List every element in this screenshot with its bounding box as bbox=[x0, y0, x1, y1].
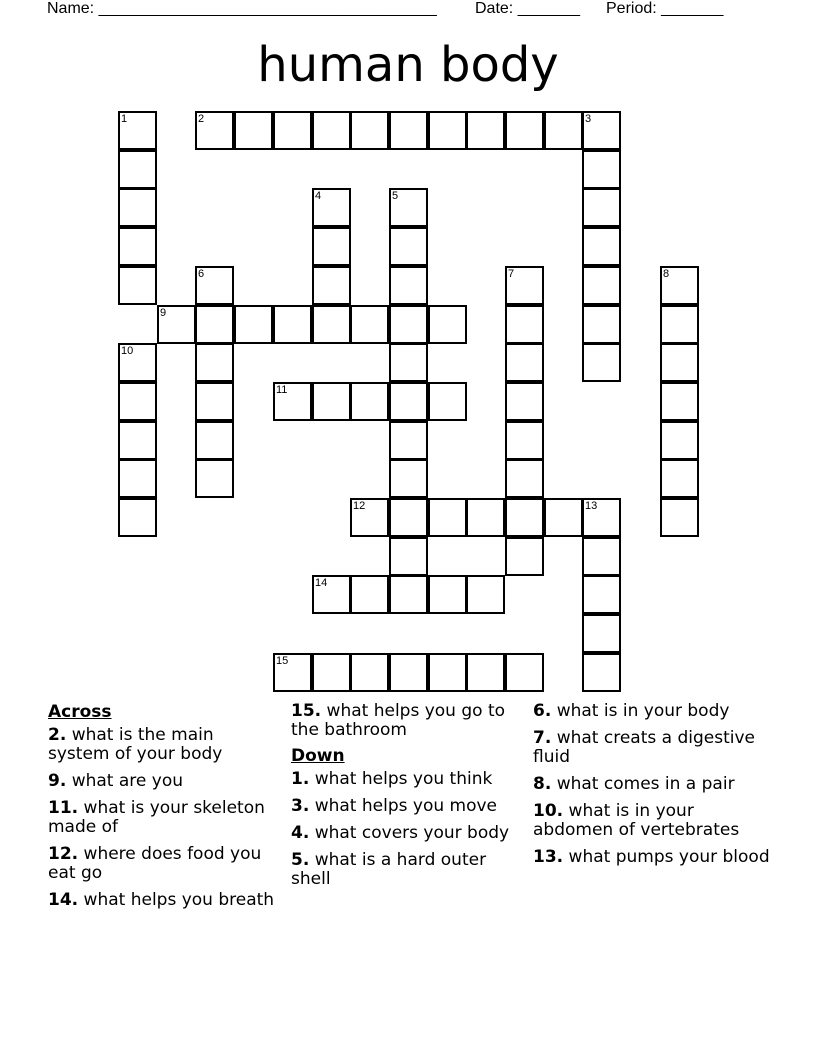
crossword-cell[interactable] bbox=[195, 382, 234, 421]
crossword-cell[interactable] bbox=[350, 382, 389, 421]
crossword-cell[interactable] bbox=[505, 111, 544, 150]
period-field-label: Period: _______ bbox=[606, 0, 724, 17]
crossword-cell[interactable] bbox=[544, 111, 583, 150]
down-heading: Down bbox=[291, 746, 345, 766]
clue-down-13: 13. what pumps your blood bbox=[533, 847, 770, 867]
clue-down-10: 10. what is in your abdomen of vertebrates bbox=[533, 801, 740, 840]
crossword-cell[interactable] bbox=[389, 653, 428, 692]
crossword-cell[interactable] bbox=[234, 111, 273, 150]
clue-across-14: 14. what helps you breath bbox=[48, 890, 275, 910]
crossword-cell[interactable] bbox=[350, 653, 389, 692]
clue-across-9: 9. what are you bbox=[48, 771, 184, 791]
clue-number: 4 bbox=[315, 190, 322, 202]
crossword-cell[interactable] bbox=[195, 266, 234, 305]
clue-number: 2 bbox=[198, 113, 205, 125]
crossword-cell[interactable] bbox=[273, 305, 312, 344]
crossword-cell[interactable] bbox=[389, 305, 428, 344]
crossword-cell[interactable] bbox=[466, 575, 505, 614]
crossword-cell[interactable] bbox=[118, 459, 157, 498]
date-field-label: Date: _______ bbox=[475, 0, 580, 17]
crossword-cell[interactable] bbox=[505, 382, 544, 421]
crossword-cell[interactable] bbox=[505, 343, 544, 382]
crossword-cell[interactable] bbox=[582, 111, 621, 150]
crossword-cell[interactable] bbox=[505, 305, 544, 344]
crossword-cell[interactable] bbox=[505, 498, 544, 537]
crossword-cell[interactable] bbox=[466, 653, 505, 692]
clue-down-3: 3. what helps you move bbox=[291, 796, 498, 816]
page-title: human body bbox=[257, 37, 559, 93]
crossword-cell[interactable] bbox=[234, 305, 273, 344]
crossword-cell[interactable] bbox=[312, 382, 351, 421]
crossword-cell[interactable] bbox=[350, 575, 389, 614]
crossword-cell[interactable] bbox=[312, 653, 351, 692]
crossword-cell[interactable] bbox=[505, 537, 544, 576]
crossword-cell[interactable] bbox=[312, 266, 351, 305]
clue-down-4: 4. what covers your body bbox=[291, 823, 510, 843]
crossword-cell[interactable] bbox=[582, 498, 621, 537]
crossword-cell[interactable] bbox=[466, 498, 505, 537]
crossword-cell[interactable] bbox=[195, 343, 234, 382]
crossword-cell[interactable] bbox=[582, 150, 621, 189]
clue-number: 9 bbox=[160, 307, 167, 319]
crossword-cell[interactable] bbox=[505, 459, 544, 498]
clue-number: 15 bbox=[276, 655, 289, 667]
across-heading: Across bbox=[48, 702, 112, 722]
crossword-cell[interactable] bbox=[660, 305, 699, 344]
crossword-cell[interactable] bbox=[350, 305, 389, 344]
crossword-cell[interactable] bbox=[428, 382, 467, 421]
crossword-cell[interactable] bbox=[660, 382, 699, 421]
clue-down-6: 6. what is in your body bbox=[533, 701, 730, 721]
crossword-cell[interactable] bbox=[273, 382, 312, 421]
crossword-cell[interactable] bbox=[195, 421, 234, 460]
crossword-cell[interactable] bbox=[118, 111, 157, 150]
crossword-cell[interactable] bbox=[660, 266, 699, 305]
crossword-cell[interactable] bbox=[157, 305, 196, 344]
clue-number: 5 bbox=[392, 190, 399, 202]
crossword-cell[interactable] bbox=[428, 111, 467, 150]
crossword-cell[interactable] bbox=[389, 537, 428, 576]
crossword-cell[interactable] bbox=[582, 343, 621, 382]
crossword-cell[interactable] bbox=[582, 305, 621, 344]
clue-column-1 bbox=[48, 702, 280, 918]
clue-number: 1 bbox=[121, 113, 128, 125]
crossword-cell[interactable] bbox=[389, 111, 428, 150]
crossword-cell[interactable] bbox=[350, 111, 389, 150]
crossword-cell[interactable] bbox=[582, 614, 621, 653]
crossword-cell[interactable] bbox=[118, 382, 157, 421]
clue-column-2 bbox=[291, 702, 523, 897]
name-field-label: Name: ______________________________________ bbox=[47, 0, 437, 17]
crossword-cell[interactable] bbox=[428, 498, 467, 537]
crossword-cell[interactable] bbox=[582, 188, 621, 227]
crossword-cell[interactable] bbox=[312, 305, 351, 344]
clue-down-7: 7. what creats a digestive fluid bbox=[533, 728, 755, 767]
crossword-cell[interactable] bbox=[312, 111, 351, 150]
crossword-cell[interactable] bbox=[118, 150, 157, 189]
crossword-cell[interactable] bbox=[582, 227, 621, 266]
clue-across-15: 15. what helps you go to the bathroom bbox=[291, 701, 506, 740]
clue-number: 12 bbox=[353, 500, 366, 512]
crossword-cell[interactable] bbox=[389, 266, 428, 305]
clue-number: 7 bbox=[508, 268, 515, 280]
crossword-cell[interactable] bbox=[195, 305, 234, 344]
crossword-cell[interactable] bbox=[466, 111, 505, 150]
clue-across-11: 11. what is your skeleton made of bbox=[48, 798, 265, 837]
crossword-cell[interactable] bbox=[312, 575, 351, 614]
crossword-cell[interactable] bbox=[118, 266, 157, 305]
crossword-cell[interactable] bbox=[660, 421, 699, 460]
clue-across-2: 2. what is the main system of your body bbox=[48, 725, 223, 764]
crossword-cell[interactable] bbox=[582, 653, 621, 692]
crossword-cell[interactable] bbox=[312, 188, 351, 227]
clue-number: 6 bbox=[198, 268, 205, 280]
clue-down-1: 1. what helps you think bbox=[291, 769, 493, 789]
crossword-cell[interactable] bbox=[195, 111, 234, 150]
clue-number: 13 bbox=[585, 500, 598, 512]
crossword-cell[interactable] bbox=[273, 653, 312, 692]
clue-number: 3 bbox=[585, 113, 592, 125]
clue-number: 8 bbox=[663, 268, 670, 280]
clue-down-8: 8. what comes in a pair bbox=[533, 774, 735, 794]
crossword-cell[interactable] bbox=[350, 498, 389, 537]
crossword-cell[interactable] bbox=[195, 459, 234, 498]
crossword-cell[interactable] bbox=[660, 498, 699, 537]
crossword-cell[interactable] bbox=[389, 421, 428, 460]
crossword-cell[interactable] bbox=[118, 227, 157, 266]
crossword-cell[interactable] bbox=[389, 575, 428, 614]
clue-number: 11 bbox=[276, 384, 288, 396]
crossword-cell[interactable] bbox=[118, 498, 157, 537]
crossword-cell[interactable] bbox=[273, 111, 312, 150]
crossword-cell[interactable] bbox=[389, 382, 428, 421]
clue-across-12: 12. where does food you eat go bbox=[48, 844, 262, 883]
crossword-cell[interactable] bbox=[428, 305, 467, 344]
crossword-cell[interactable] bbox=[505, 421, 544, 460]
crossword-cell[interactable] bbox=[389, 188, 428, 227]
crossword-cell[interactable] bbox=[544, 498, 583, 537]
clue-number: 14 bbox=[315, 577, 328, 589]
clue-down-5: 5. what is a hard outer shell bbox=[291, 850, 487, 889]
clue-column-3 bbox=[533, 702, 773, 875]
crossword-cell[interactable] bbox=[118, 343, 157, 382]
crossword-cell[interactable] bbox=[582, 266, 621, 305]
crossword-cell[interactable] bbox=[660, 459, 699, 498]
crossword-cell[interactable] bbox=[660, 343, 699, 382]
crossword-cell[interactable] bbox=[389, 498, 428, 537]
crossword-cell[interactable] bbox=[428, 575, 467, 614]
crossword-cell[interactable] bbox=[428, 653, 467, 692]
crossword-cell[interactable] bbox=[505, 266, 544, 305]
crossword-cell[interactable] bbox=[118, 188, 157, 227]
crossword-cell[interactable] bbox=[582, 537, 621, 576]
crossword-cell[interactable] bbox=[389, 459, 428, 498]
crossword-cell[interactable] bbox=[582, 575, 621, 614]
crossword-cell[interactable] bbox=[118, 421, 157, 460]
crossword-cell[interactable] bbox=[505, 653, 544, 692]
crossword-cell[interactable] bbox=[312, 227, 351, 266]
crossword-cell[interactable] bbox=[389, 227, 428, 266]
clue-number: 10 bbox=[121, 345, 134, 357]
crossword-cell[interactable] bbox=[389, 343, 428, 382]
